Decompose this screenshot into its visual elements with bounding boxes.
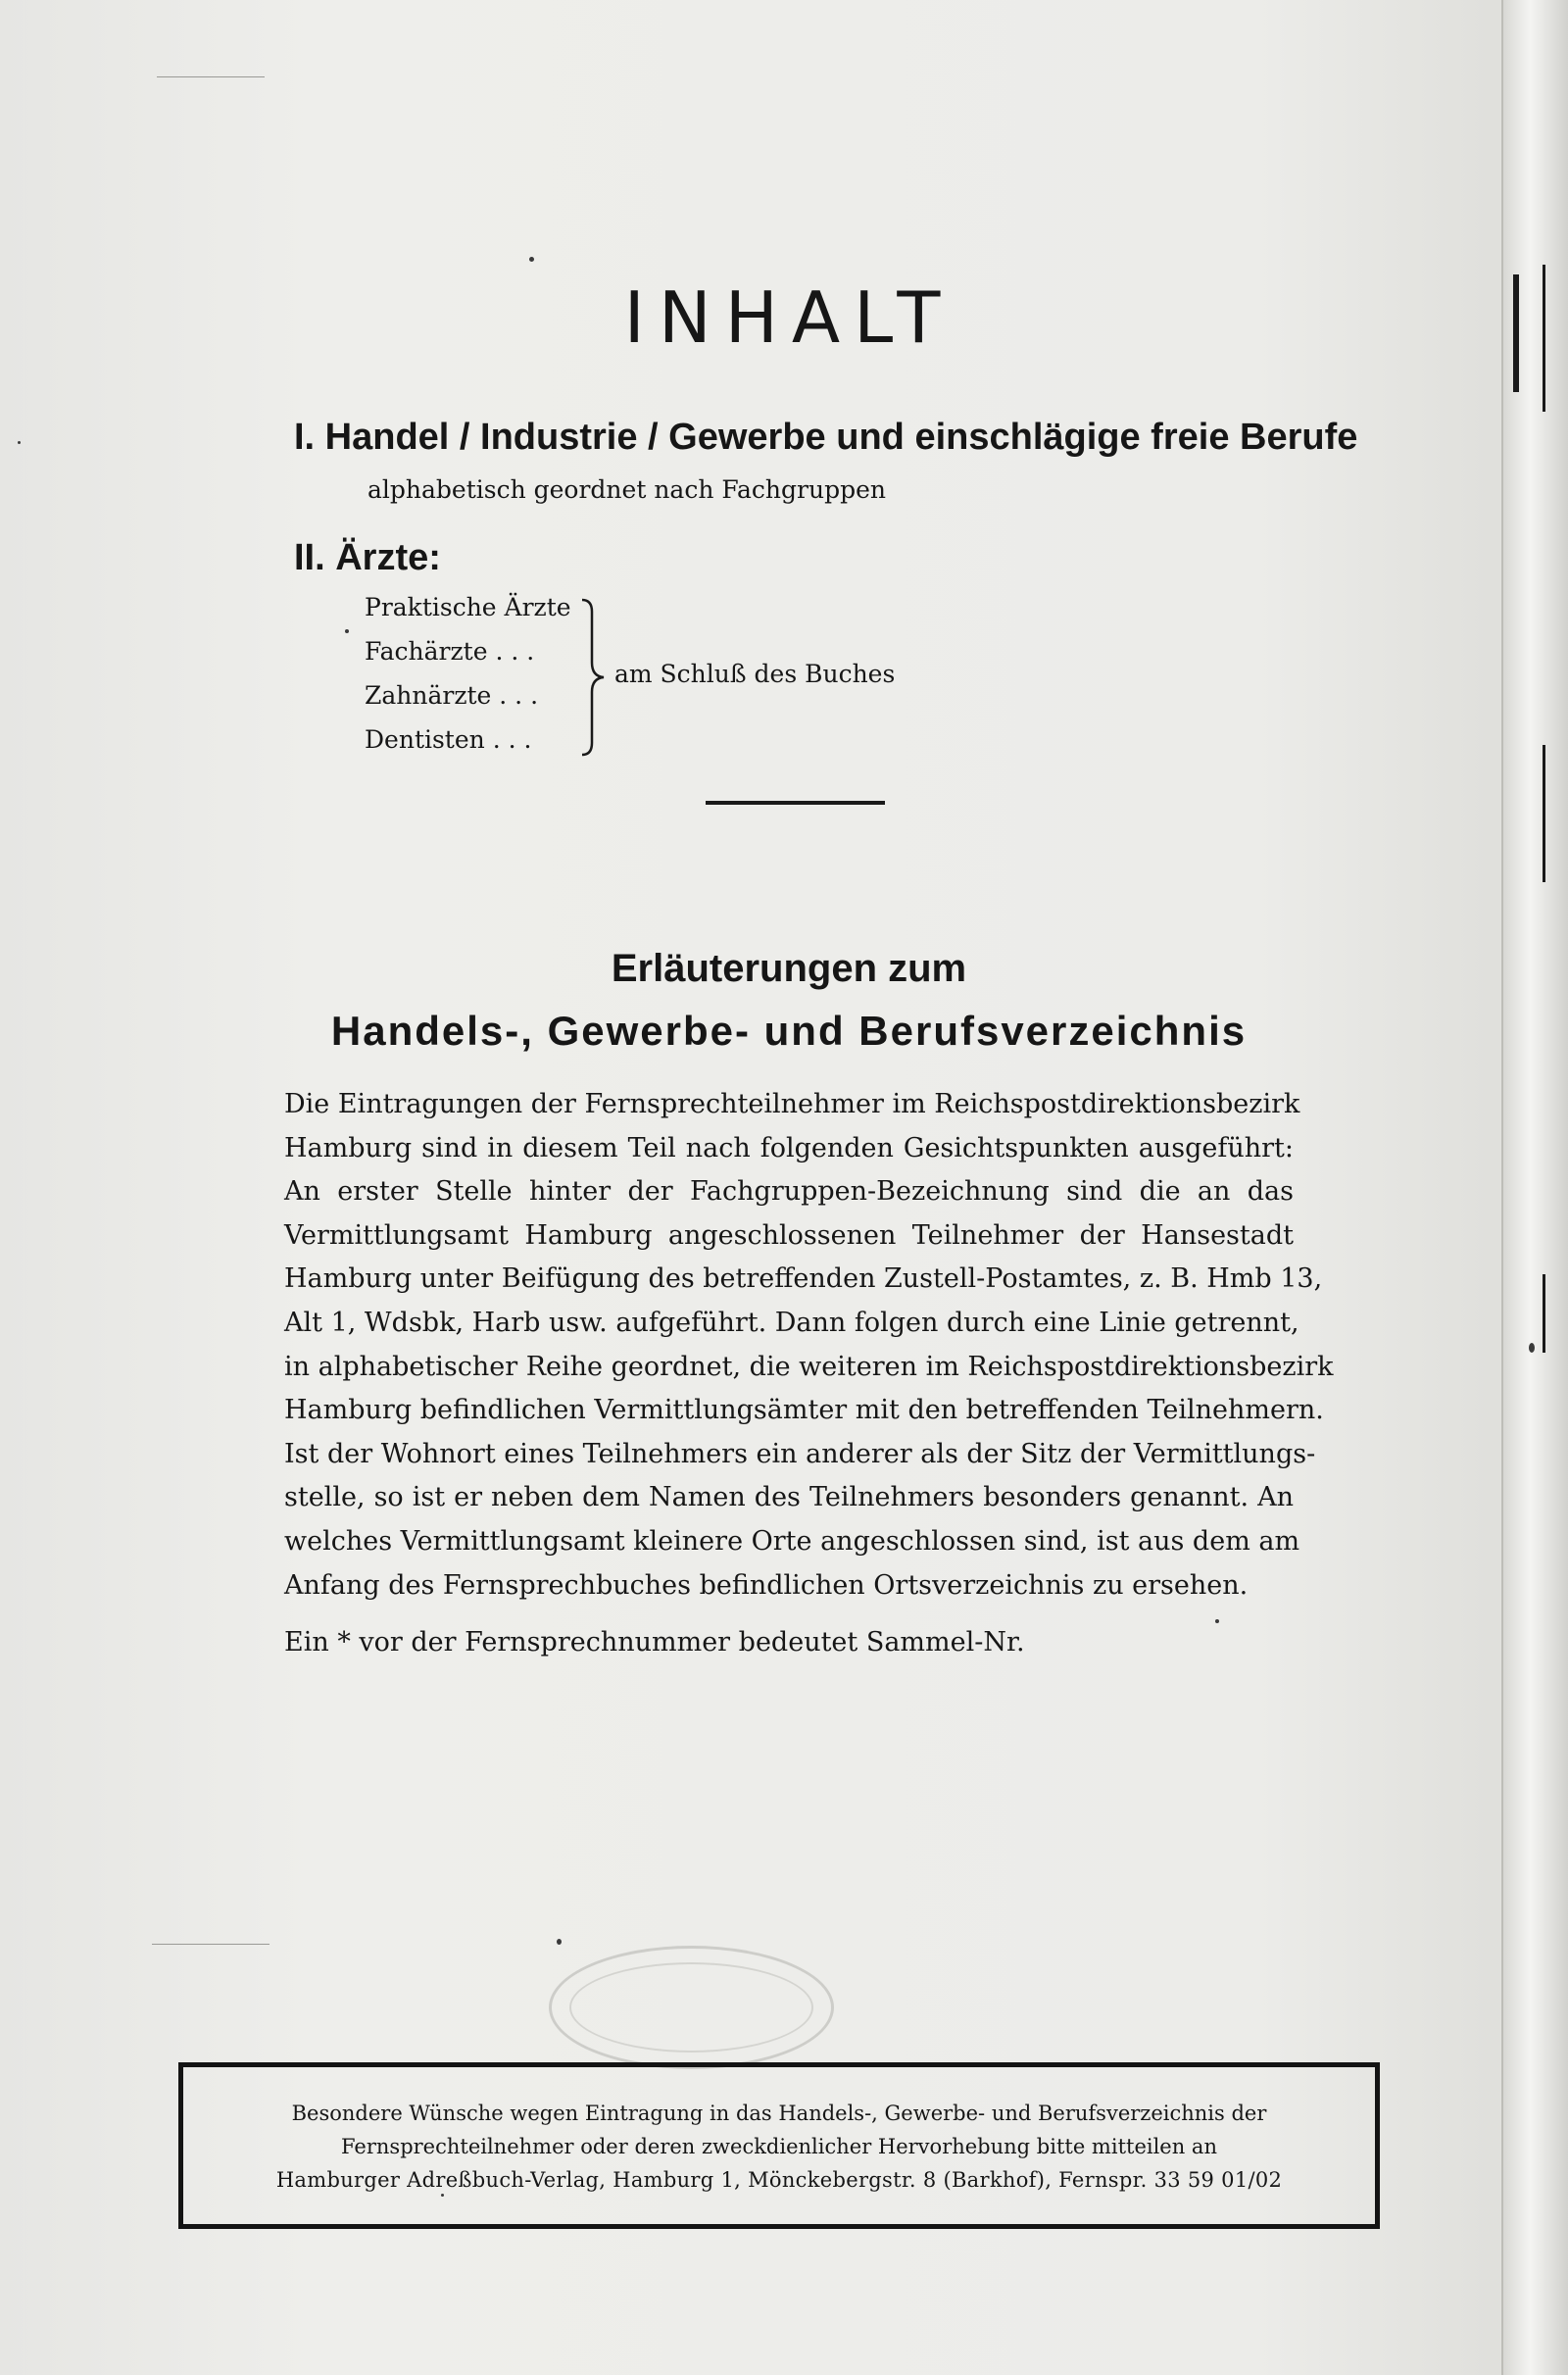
- body-line: Hamburg befindlichen Vermittlungsämter mit den betreffenden Teilnehmern.: [284, 1395, 1324, 1426]
- explanation-body: [284, 1083, 1334, 1608]
- body-line: Vermittlungsamt Hamburg angeschlossenen Teilnehmer der Hansestadt: [284, 1219, 1294, 1251]
- footnote: Ein * vor der Fernsprechnummer bedeutet Sammel-Nr.: [284, 1627, 1025, 1658]
- list-item: Praktische Ärzte: [365, 593, 571, 621]
- body-line: Ist der Wohnort eines Teilnehmers ein anderer als der Sitz der Vermittlungs-: [284, 1438, 1316, 1469]
- body-line: in alphabetischer Reihe geordnet, die weiteren im Reichspostdirektionsbezirk: [284, 1351, 1334, 1382]
- notice-box: [178, 2062, 1380, 2229]
- explanation-heading-line2: Handels-, Gewerbe- und Berufsverzeichnis: [330, 1008, 1248, 1054]
- notice-line: Besondere Wünsche wegen Eintragung in das Handels-, Gewerbe- und Berufsverzeichnis der: [291, 2102, 1267, 2125]
- section2-heading: II. Ärzte:: [294, 537, 441, 578]
- explanation-heading-line1: Erläuterungen zum: [611, 947, 967, 990]
- doctor-list: [365, 585, 571, 762]
- body-line: Alt 1, Wdsbk, Harb usw. aufgeführt. Dann folgen durch eine Linie getrennt,: [284, 1307, 1299, 1338]
- section1-heading: I. Handel / Industrie / Gewerbe und einschlägige freie Berufe: [294, 417, 1358, 458]
- body-line: Hamburg unter Beifügung des betreffenden Zustell-Postamtes, z. B. Hmb 13,: [284, 1263, 1323, 1295]
- body-line: Die Eintragungen der Fernsprechteilnehmer im Reichspostdirektionsbezirk: [284, 1089, 1300, 1119]
- body-line: Anfang des Fernsprechbuches befindlichen Ortsverzeichnis zu ersehen.: [284, 1569, 1249, 1601]
- notice-line: Fernsprechteilnehmer oder deren zweckdienlicher Hervorhebung bitte mitteilen an: [341, 2135, 1217, 2158]
- stamp-ring: [569, 1962, 813, 2053]
- body-line: stelle, so ist er neben dem Namen des Teilnehmers besonders genannt. An: [284, 1482, 1294, 1513]
- paper-scratch: [157, 76, 265, 77]
- list-item: Zahnärzte . . .: [365, 681, 539, 710]
- edge-mark: [1543, 1274, 1545, 1353]
- library-stamp: [549, 1946, 834, 2069]
- notice-line: Hamburger Adreßbuch-Verlag, Hamburg 1, Mönckebergstr. 8 (Barkhof), Fernspr. 33 59 01/02: [275, 2168, 1283, 2192]
- paper-scratch: [152, 1944, 270, 1945]
- curly-brace: [578, 598, 608, 757]
- divider: [706, 801, 885, 805]
- edge-mark: [1543, 745, 1545, 882]
- section1-subtitle: alphabetisch geordnet nach Fachgruppen: [368, 475, 886, 504]
- page-title: INHALT: [623, 276, 955, 359]
- body-line: An erster Stelle hinter der Fachgruppen-Bezeichnung sind die an das: [284, 1176, 1294, 1208]
- list-item: Fachärzte . . .: [365, 637, 535, 666]
- brace-note: am Schluß des Buches: [614, 660, 896, 688]
- list-item: Dentisten . . .: [365, 725, 532, 754]
- body-line: Hamburg sind in diesem Teil nach folgenden Gesichtspunkten ausgeführt:: [284, 1132, 1294, 1163]
- body-line: welches Vermittlungsamt kleinere Orte angeschlossen sind, ist aus dem am: [284, 1525, 1300, 1557]
